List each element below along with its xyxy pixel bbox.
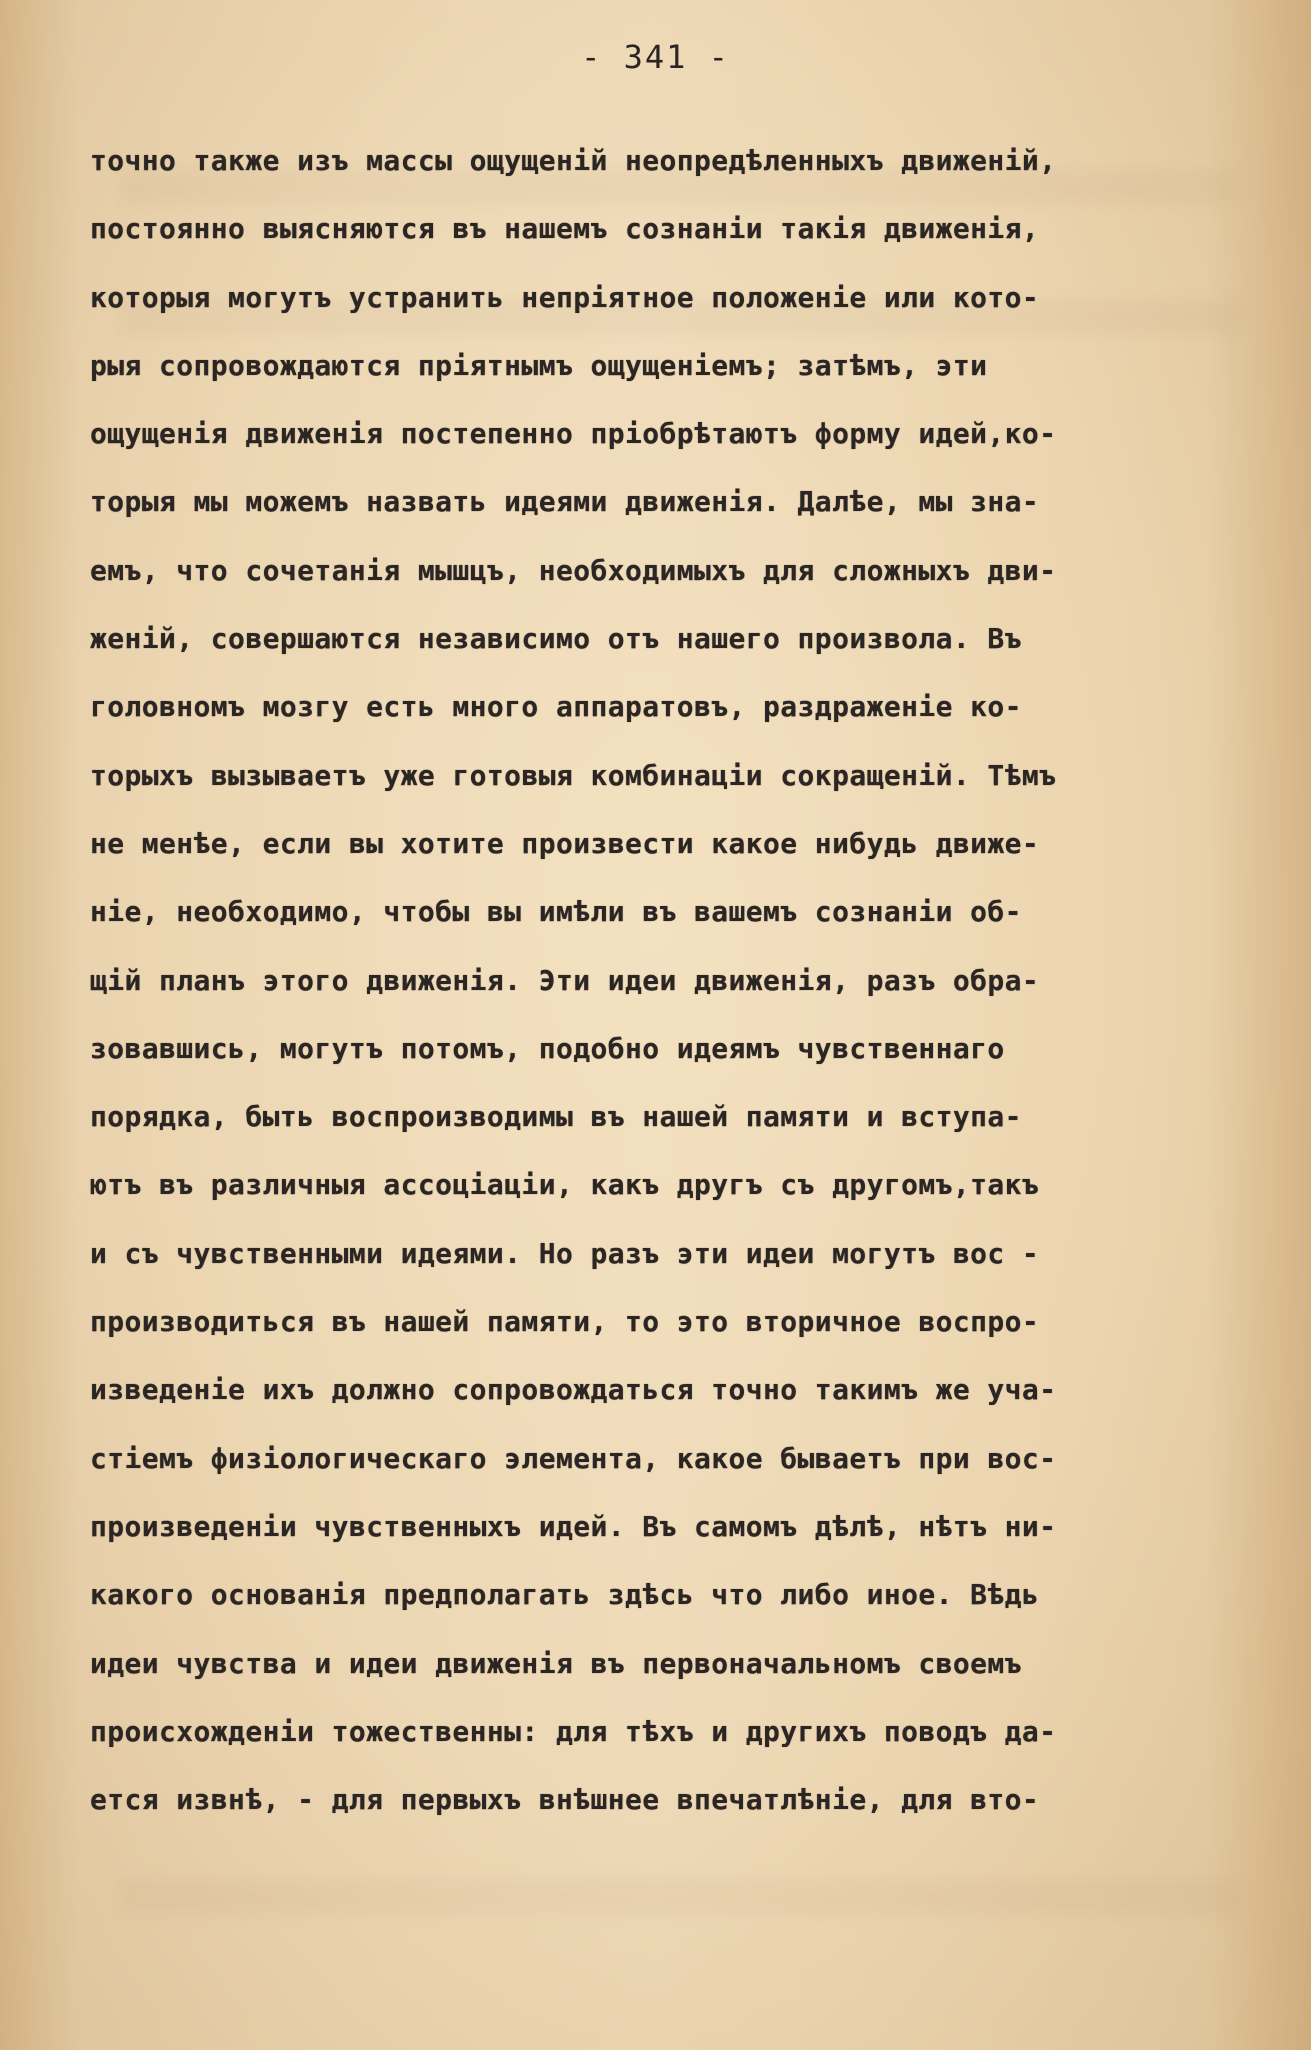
text-line: зовавшись, могутъ потомъ, подобно идеямъ чувственнаго: [90, 1031, 1005, 1065]
text-line: изведенiе ихъ должно сопровождаться точно такимъ же уча-: [90, 1373, 1057, 1407]
text-line: какого основанiя предполагать здѣсь что либо иное. Вѣдь: [90, 1578, 1040, 1612]
text-line: торыя мы можемъ назвать идеями движенiя. Далѣе, мы зна-: [90, 485, 1040, 519]
text-line: постоянно выясняются въ нашемъ сознанiи такiя движенiя,: [90, 212, 1040, 246]
text-line: происхожденiи тожественны: для тѣхъ и другихъ поводъ да-: [90, 1714, 1057, 1748]
text-line: которыя могутъ устранить непрiятное положенiе или кото-: [90, 280, 1040, 314]
text-line: не менѣе, если вы хотите произвести какое нибудь движе-: [90, 826, 1040, 860]
text-line: головномъ мозгу есть много аппаратовъ, раздраженiе ко-: [90, 690, 1022, 724]
text-line: идеи чувства и идеи движенiя въ первоначальномъ своемъ: [90, 1646, 1022, 1680]
text-line: щiй планъ этого движенiя. Эти идеи движенiя, разъ обра-: [90, 963, 1040, 997]
text-line: рыя сопровождаются прiятнымъ ощущенiемъ; затѣмъ, эти: [90, 348, 988, 382]
text-line: ощущенiя движенiя постепенно прiобрѣтаютъ форму идей,ко-: [90, 417, 1057, 451]
text-line: стiемъ физiологическаго элемента, какое бываетъ при вос-: [90, 1441, 1057, 1475]
text-line: ется извнѣ, - для первыхъ внѣшнее впечатлѣнiе, для вто-: [90, 1783, 1040, 1817]
text-line: точно также изъ массы ощущенiй неопредѣленныхъ движенiй,: [90, 144, 1057, 177]
text-line: емъ, что сочетанiя мышцъ, необходимыхъ для сложныхъ дви-: [90, 553, 1057, 587]
text-line: порядка, быть воспроизводимы въ нашей памяти и вступа-: [90, 1100, 1022, 1134]
text-line: нiе, необходимо, чтобы вы имѣли въ вашемъ сознанiи об-: [90, 895, 1022, 929]
text-line: ютъ въ различныя ассоцiацiи, какъ другъ съ другомъ,такъ: [90, 1168, 1040, 1202]
text-line: торыхъ вызываетъ уже готовыя комбинацiи сокращенiй. Тѣмъ: [90, 758, 1057, 792]
body-text: [90, 127, 1290, 1834]
text-line: производиться въ нашей памяти, то это вторичное воспро-: [90, 1305, 1040, 1339]
text-line: и съ чувственными идеями. Но разъ эти идеи могутъ вос -: [90, 1236, 1040, 1270]
text-line: произведенiи чувственныхъ идей. Въ самомъ дѣлѣ, нѣтъ ни-: [90, 1509, 1057, 1543]
text-line: женiй, совершаются независимо отъ нашего произвола. Въ: [90, 622, 1022, 656]
show-through-stain: [120, 1880, 1240, 1914]
page-number: - 341 -: [581, 38, 730, 76]
